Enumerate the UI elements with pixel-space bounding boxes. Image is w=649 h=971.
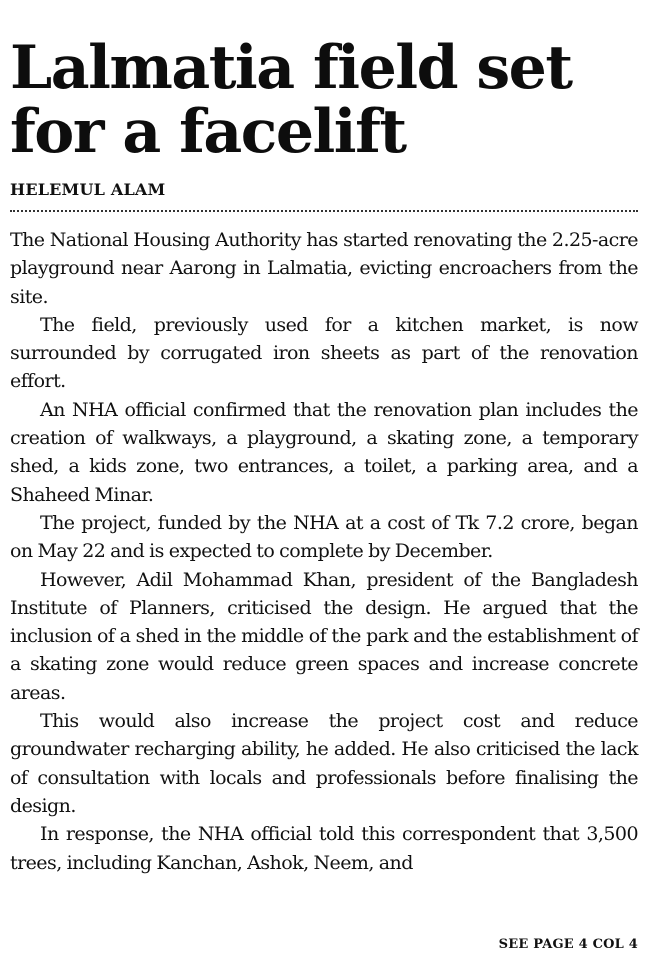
article-paragraph: The field, previously used for a kitchen market, is now surrounded by corrugated iron sheets as part of the renovation effort. [10, 313, 638, 393]
article-paragraph: In response, the NHA official told this correspondent that 3,500 trees, including Kanchan, Ashok, Neem, and [10, 823, 638, 874]
continuation-link[interactable]: SEE PAGE 4 COL 4 [498, 937, 638, 952]
article-paragraph: However, Adil Mohammad Khan, president of the Bangladesh Institute of Planners, criticised the design. He argued that the inclusion of a shed in the middle of the park and the establishment of a skating zone would reduce green spaces and increase concrete areas. [10, 568, 638, 704]
article-paragraph: An NHA official confirmed that the renovation plan includes the creation of walkways, a playground, a skating zone, a temporary shed, a kids zone, two entrances, a toilet, a parking area, and a Shaheed Minar. [10, 398, 638, 506]
article-paragraph: This would also increase the project cost and reduce groundwater recharging ability, he added. He also criticised the lack of consultation with locals and professionals before finalising the design. [10, 710, 638, 817]
article-paragraph: The project, funded by the NHA at a cost of Tk 7.2 crore, began on May 22 and is expected to complete by December. [10, 511, 638, 563]
article-paragraph: The National Housing Authority has started renovating the 2.25-acre playground near Aarong in Lalmatia, evicting encroachers from the site. [10, 229, 638, 308]
dotted-divider [10, 210, 638, 212]
article-byline: HELEMUL ALAM [10, 180, 166, 199]
news-article [10, 0, 638, 877]
article-body [10, 226, 638, 877]
article-headline: Lalmatia field set for a facelift [10, 33, 572, 167]
